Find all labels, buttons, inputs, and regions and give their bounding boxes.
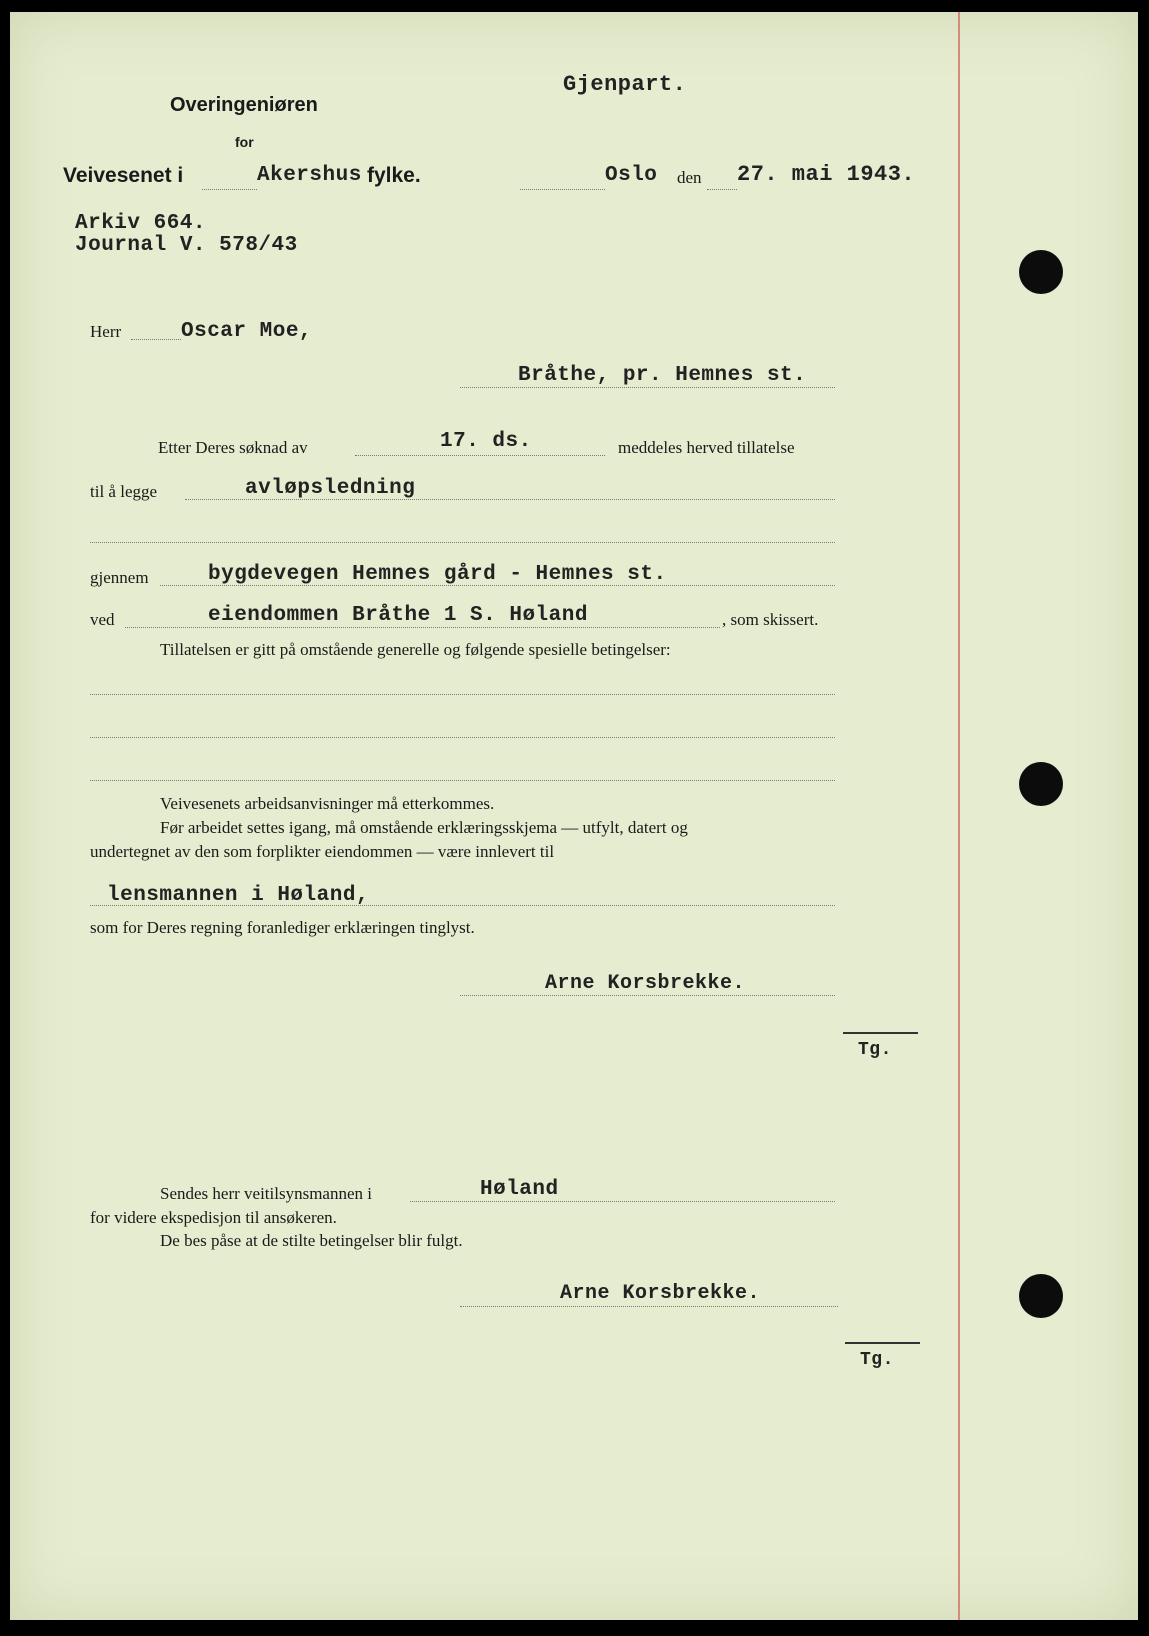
document-page — [10, 12, 1138, 1620]
through-label: gjennem — [90, 568, 149, 587]
date: 27. mai 1943. — [737, 162, 916, 187]
punch-hole — [1019, 762, 1063, 806]
county: Akershus — [257, 164, 362, 187]
application-date: 17. ds. — [440, 430, 532, 453]
lay-label: til å legge — [90, 482, 158, 501]
archive-ref: Arkiv 664. — [75, 212, 207, 235]
journal-ref: Journal V. 578/43 — [75, 234, 298, 257]
conditions-text: Tillatelsen er gitt på omstående generelle og følgende spesielle betingelser: — [160, 640, 671, 659]
office-prefix: Veivesenet i — [63, 164, 184, 187]
signature-initials: Tg. — [860, 1350, 894, 1370]
lay-value: avløpsledning — [245, 477, 416, 500]
application-prefix: Etter Deres søknad av — [158, 438, 308, 457]
forward-line3: De bes påse at de stilte betingelser blir fulgt. — [160, 1231, 463, 1250]
salutation: Herr — [90, 322, 122, 341]
recipient-address: Bråthe, pr. Hemnes st. — [518, 364, 807, 387]
signature-initials: Tg. — [858, 1040, 892, 1060]
forward-place: Høland — [480, 1178, 559, 1201]
date-label: den — [677, 168, 702, 187]
signature-rule — [843, 1032, 918, 1034]
signature-name: Arne Korsbrekke. — [560, 1282, 761, 1305]
sketch-suffix: , som skissert. — [722, 610, 819, 629]
permission-text: meddeles herved tillatelse — [618, 438, 795, 457]
punch-hole — [1019, 1274, 1063, 1318]
submit-to: lensmannen i Høland, — [107, 884, 370, 907]
copy-mark: Gjenpart. — [563, 72, 687, 97]
at-label: ved — [90, 610, 115, 629]
recipient-name: Oscar Moe, — [181, 320, 313, 343]
instructions-line3: undertegnet av den som forplikter eiendommen — være innlevert til — [90, 842, 555, 861]
instructions-line1: Veivesenets arbeidsanvisninger må etterkommes. — [160, 794, 495, 813]
office-title: Overingeniøren — [170, 94, 318, 116]
place: Oslo — [605, 164, 658, 187]
forward-line2: for videre ekspedisjon til ansøkeren. — [90, 1208, 337, 1227]
through-value: bygdevegen Hemnes gård - Hemnes st. — [208, 563, 667, 586]
signature-name: Arne Korsbrekke. — [545, 972, 746, 995]
instructions-line2: Før arbeidet settes igang, må omstående erklæringsskjema — utfylt, datert og — [160, 818, 688, 837]
punch-hole — [1019, 250, 1063, 294]
margin-line — [958, 12, 960, 1620]
forward-line1: Sendes herr veitilsynsmannen i — [160, 1184, 372, 1203]
office-for: for — [235, 134, 254, 150]
registration-text: som for Deres regning foranlediger erklæringen tinglyst. — [90, 918, 475, 937]
signature-rule — [845, 1342, 920, 1344]
at-value: eiendommen Bråthe 1 S. Høland — [208, 604, 588, 627]
county-suffix: fylke. — [367, 164, 421, 187]
